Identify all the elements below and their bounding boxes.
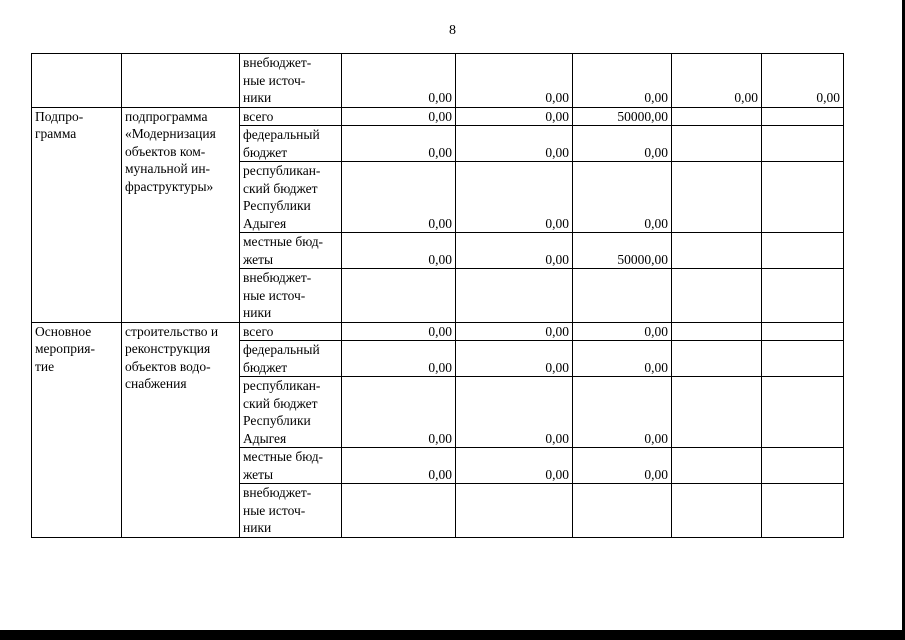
category-cell [32, 322, 122, 537]
value-cell [672, 162, 762, 233]
source-cell [240, 341, 342, 377]
value-cell [762, 162, 844, 233]
source-line: ные источ- [243, 287, 306, 303]
source-line: внебюджет- [243, 270, 312, 285]
name-cell [122, 107, 240, 322]
value-cell: 0,00 [456, 54, 573, 108]
source-line: Адыгея [243, 430, 287, 446]
value-cell: 0,00 [762, 54, 844, 108]
value-cell [762, 126, 844, 162]
category-line: Основное [35, 323, 92, 339]
value-cell: 0,00 [573, 377, 672, 448]
value-cell [672, 448, 762, 484]
value-cell: 0,00 [342, 233, 456, 269]
name-line: мунальной ин- [125, 161, 211, 176]
source-cell [240, 162, 342, 233]
source-line: Республики [243, 413, 311, 428]
category-line: мероприя- [35, 341, 95, 356]
value-cell [762, 484, 844, 538]
value-cell [672, 322, 762, 341]
value-cell [762, 448, 844, 484]
category-cell [32, 107, 122, 322]
value-cell: 0,00 [573, 162, 672, 233]
name-line: реконструкция [125, 341, 211, 356]
value-cell: 0,00 [456, 448, 573, 484]
source-cell [240, 126, 342, 162]
source-line: федеральный [243, 127, 320, 142]
value-cell [672, 484, 762, 538]
value-cell [456, 269, 573, 323]
source-line: ники [243, 90, 272, 105]
source-cell [240, 107, 342, 126]
source-line: всего [243, 108, 274, 124]
page-number: 8 [449, 23, 456, 38]
source-line: всего [243, 323, 274, 339]
value-cell: 50000,00 [573, 233, 672, 269]
name-cell [122, 54, 240, 108]
value-cell [762, 341, 844, 377]
source-line: местные бюд- [243, 234, 324, 249]
value-cell: 0,00 [573, 448, 672, 484]
category-line: тие [35, 358, 55, 374]
value-cell [672, 269, 762, 323]
value-cell: 0,00 [342, 322, 456, 341]
name-line: объектов водо- [125, 358, 211, 374]
source-line: бюджет [243, 144, 288, 160]
source-cell [240, 448, 342, 484]
value-cell: 0,00 [456, 377, 573, 448]
source-line: ники [243, 305, 272, 320]
value-cell [672, 233, 762, 269]
source-cell [240, 54, 342, 108]
source-cell [240, 377, 342, 448]
value-cell: 0,00 [573, 54, 672, 108]
source-cell [240, 322, 342, 341]
value-cell [456, 484, 573, 538]
value-cell [342, 269, 456, 323]
source-line: республикан- [243, 378, 321, 393]
name-line: «Модернизация [125, 126, 216, 141]
source-line: ные источ- [243, 502, 306, 518]
scan-bottom-edge [0, 630, 905, 640]
category-cell [32, 54, 122, 108]
value-cell: 0,00 [456, 107, 573, 126]
value-cell: 0,00 [456, 341, 573, 377]
source-line: внебюджет- [243, 485, 312, 500]
source-line: Адыгея [243, 215, 287, 231]
value-cell [762, 322, 844, 341]
value-cell: 0,00 [672, 54, 762, 108]
value-cell [762, 269, 844, 323]
source-line: ные источ- [243, 72, 306, 88]
source-line: внебюджет- [243, 55, 312, 70]
name-line: фраструктуры» [125, 178, 214, 194]
table-row [32, 322, 844, 341]
value-cell: 0,00 [573, 126, 672, 162]
value-cell: 50000,00 [573, 107, 672, 126]
source-line: республикан- [243, 163, 321, 178]
value-cell [672, 377, 762, 448]
value-cell [342, 484, 456, 538]
value-cell: 0,00 [456, 126, 573, 162]
value-cell [762, 377, 844, 448]
source-line: ники [243, 520, 272, 535]
source-cell [240, 269, 342, 323]
source-line: Республики [243, 198, 311, 213]
source-line: жеты [243, 466, 274, 482]
source-cell [240, 484, 342, 538]
source-line: федеральный [243, 342, 320, 357]
category-line: Подпро- [35, 108, 84, 124]
financing-table [31, 53, 844, 538]
source-line: жеты [243, 251, 274, 267]
table-row [32, 54, 844, 108]
value-cell: 0,00 [573, 341, 672, 377]
value-cell [573, 269, 672, 323]
value-cell [573, 484, 672, 538]
name-line: объектов ком- [125, 143, 206, 159]
source-line: ский бюджет [243, 395, 318, 411]
value-cell: 0,00 [342, 162, 456, 233]
value-cell: 0,00 [342, 341, 456, 377]
value-cell [672, 107, 762, 126]
value-cell: 0,00 [573, 322, 672, 341]
value-cell [672, 126, 762, 162]
value-cell: 0,00 [342, 377, 456, 448]
value-cell: 0,00 [342, 107, 456, 126]
value-cell: 0,00 [342, 54, 456, 108]
value-cell: 0,00 [456, 162, 573, 233]
value-cell: 0,00 [456, 322, 573, 341]
source-line: бюджет [243, 359, 288, 375]
name-line: снабжения [125, 376, 187, 391]
value-cell: 0,00 [342, 126, 456, 162]
name-line: строительство и [125, 323, 219, 339]
table-row [32, 107, 844, 126]
value-cell [762, 107, 844, 126]
source-cell [240, 233, 342, 269]
value-cell [762, 233, 844, 269]
category-line: грамма [35, 126, 77, 141]
value-cell [672, 341, 762, 377]
name-line: подпрограмма [125, 108, 208, 124]
source-line: ский бюджет [243, 180, 318, 196]
name-cell [122, 322, 240, 537]
source-line: местные бюд- [243, 449, 324, 464]
value-cell: 0,00 [456, 233, 573, 269]
value-cell: 0,00 [342, 448, 456, 484]
